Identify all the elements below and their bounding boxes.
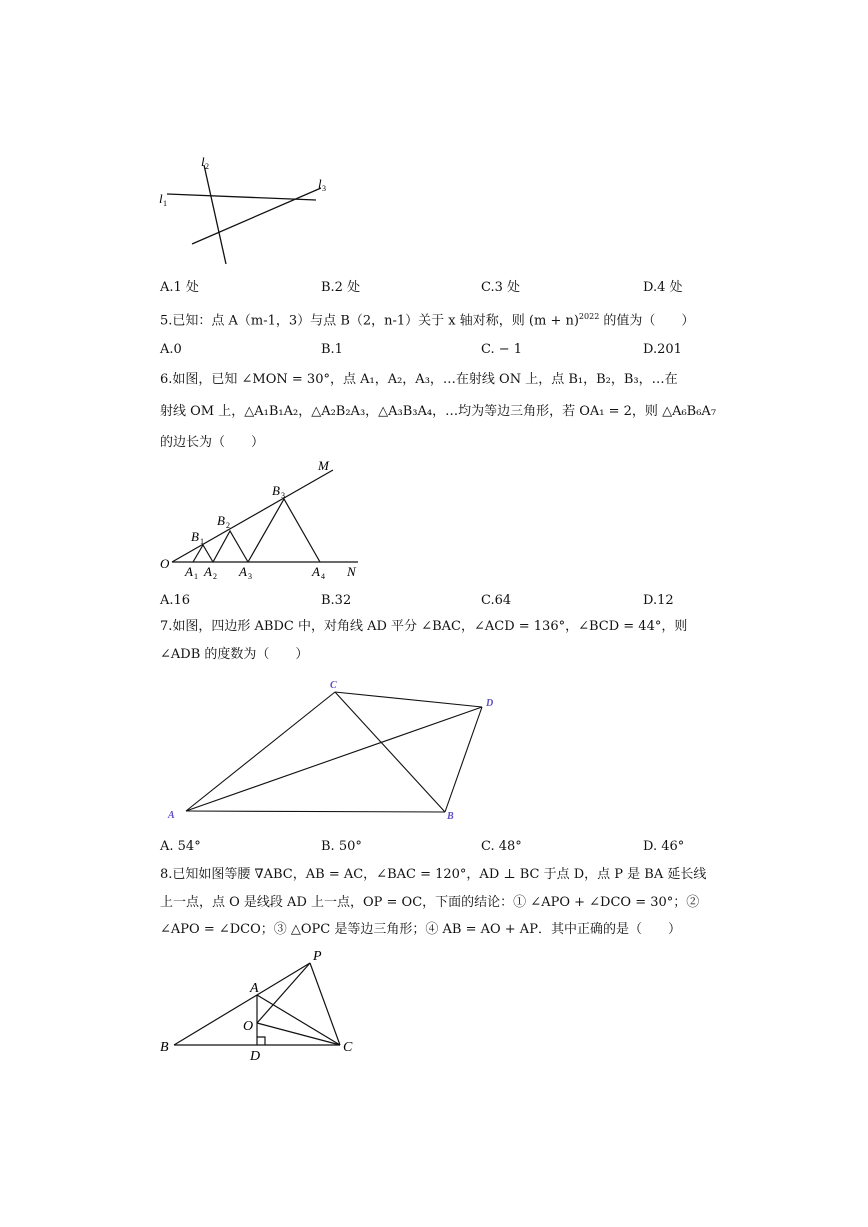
label-n: N: [347, 564, 356, 579]
label-l2-sub: 2: [205, 162, 209, 171]
q4-option-a[interactable]: A.1 处: [160, 280, 199, 295]
segment-op: [257, 963, 310, 1023]
side-ac: [257, 995, 340, 1045]
q4-option-d[interactable]: D.4 处: [643, 280, 683, 295]
label-b: B: [447, 811, 454, 822]
sub-a1: 1: [194, 572, 198, 581]
label-l1-sub: 1: [163, 199, 167, 208]
q7-option-b[interactable]: B. 50°: [321, 839, 362, 854]
label-l3-sub: 3: [322, 184, 326, 193]
label-a: A: [168, 810, 175, 821]
segment-oc: [257, 1023, 340, 1045]
sub-b3: 3: [281, 491, 285, 500]
label-b1: B: [191, 529, 199, 544]
label-b: B: [160, 1040, 169, 1055]
q5-option-b[interactable]: B.1: [321, 342, 343, 357]
q8-line-3: ∠APO = ∠DCO；③ △OPC 是等边三角形；④ AB = AO + AP．其中正确的是（ ）: [160, 922, 681, 937]
label-b3: B: [272, 483, 280, 498]
label-l2: l: [201, 154, 205, 169]
q8-line-1: 8.已知如图等腰 ∇ABC，AB = AC，∠BAC = 120°，AD ⊥ BC 于点 D，点 P 是 BA 延长线: [160, 867, 707, 882]
q8-line-2: 上一点，点 O 是线段 AD 上一点，OP = OC，下面的结论：① ∠APO + ∠DCO = 30°；②: [160, 895, 700, 910]
q4-option-b[interactable]: B.2 处: [321, 280, 361, 295]
q6-line-1: 6.如图，已知 ∠MON = 30°，点 A₁，A₂，A₃，…在射线 ON 上，点 B₁，B₂，B₃，…在: [160, 372, 678, 387]
q7-line-2: ∠ADB 的度数为（ ）: [160, 647, 309, 662]
label-o: O: [160, 556, 170, 571]
line-bp: [174, 963, 310, 1045]
label-c: C: [343, 1040, 353, 1055]
q6-line-2: 射线 OM 上，△A₁B₁A₂，△A₂B₂A₃，△A₃B₃A₄，…均为等边三角形，若 OA₁ = 2，则 △A₆B₆A₇: [160, 404, 717, 419]
q7-option-c[interactable]: C. 48°: [481, 839, 522, 854]
q6-option-d[interactable]: D.12: [643, 593, 674, 608]
label-d: D: [486, 698, 494, 709]
label-b2: B: [217, 513, 225, 528]
sub-b2: 2: [226, 521, 230, 530]
label-a: A: [250, 981, 259, 996]
q5-option-c[interactable]: C. − 1: [481, 342, 523, 357]
sub-a4: 4: [321, 572, 325, 581]
q4-option-c[interactable]: C.3 处: [481, 280, 521, 295]
label-a2: A: [204, 564, 212, 579]
q6-option-a[interactable]: A.16: [160, 593, 191, 608]
label-c: C: [330, 680, 337, 691]
label-l1: l: [159, 191, 163, 206]
q5-exponent: 2022: [578, 312, 600, 321]
label-a1: A: [185, 564, 193, 579]
label-d: D: [250, 1049, 261, 1064]
q5-tail: 的值为（ ）: [599, 313, 695, 329]
right-angle-mark: [257, 1037, 265, 1045]
sub-a3: 3: [248, 572, 252, 581]
label-m: M: [318, 458, 329, 473]
q7-option-a[interactable]: A. 54°: [160, 839, 201, 854]
q5-option-d[interactable]: D.201: [643, 342, 682, 357]
q5-option-a[interactable]: A.0: [160, 342, 182, 357]
q6-option-b[interactable]: B.32: [321, 593, 352, 608]
q6-option-c[interactable]: C.64: [481, 593, 512, 608]
segment-pc: [310, 963, 340, 1045]
q7-option-d[interactable]: D. 46°: [643, 839, 685, 854]
label-a3: A: [239, 564, 247, 579]
sub-a2: 2: [213, 572, 217, 581]
q6-line-3: 的边长为（ ）: [160, 435, 265, 450]
label-p: P: [313, 949, 322, 964]
q5-text: 5.已知：点 A（m-1，3）与点 B（2，n-1）关于 x 轴对称，则 (m + n): [160, 313, 579, 329]
sub-b1: 1: [200, 537, 204, 546]
q7-line-1: 7.如图，四边形 ABDC 中，对角线 AD 平分 ∠BAC，∠ACD = 136°，∠BCD = 44°，则: [160, 619, 688, 634]
label-a4: A: [312, 564, 320, 579]
label-l3: l: [318, 176, 322, 191]
label-o: O: [243, 1019, 254, 1034]
